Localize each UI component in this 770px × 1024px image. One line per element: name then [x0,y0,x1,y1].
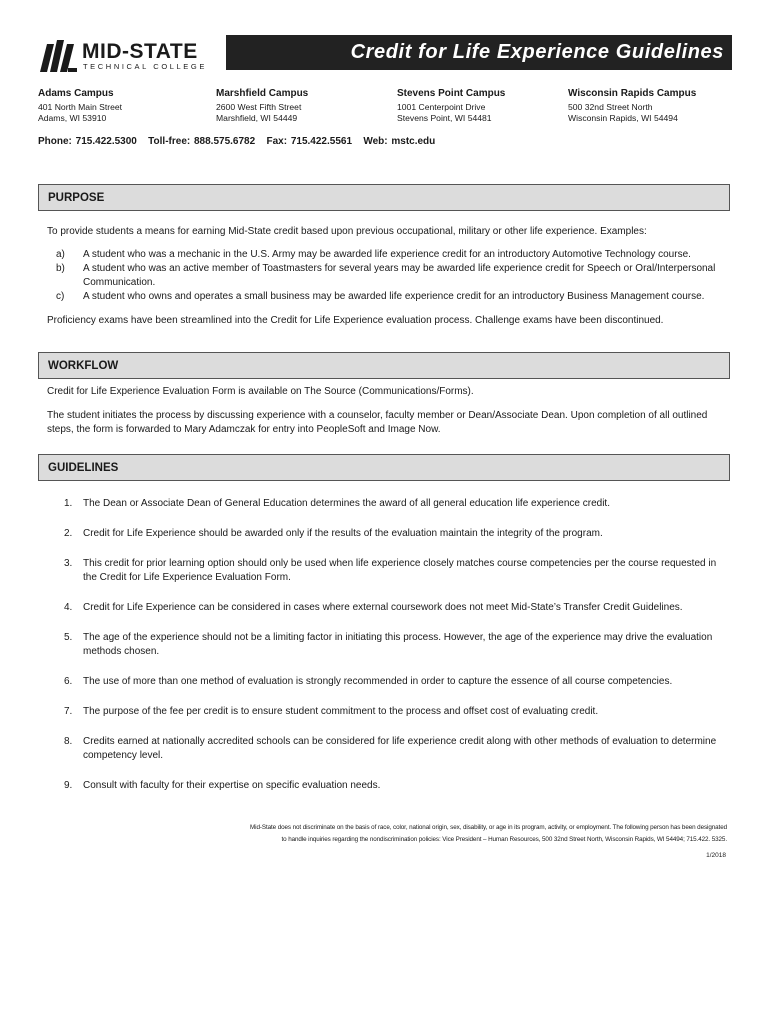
list-number: 1. [64,498,73,509]
list-item [47,557,724,585]
campus-name: Adams Campus [38,88,114,99]
list-number: 8. [64,736,73,747]
list-item-text: A student who owns and operates a small business may be awarded life experience credit for an introductory Business Management course. [83,291,705,302]
nondiscrimination-notice [200,822,727,846]
workflow-paragraph-2: The student initiates the process by discussing experience with a counselor, faculty member or Dean/Associate Dean. Upon completion of all outlined steps, the form is forwarded to Mary Adamczak for entry into PeopleSoft and Image Now. [47,410,708,435]
purpose-body [38,211,730,328]
list-item-text: The Dean or Associate Dean of General Education determines the award of all general education life experience credit. [83,498,610,509]
list-item [47,735,724,763]
logo-mark-icon [38,38,80,74]
list-item-text: Credit for Life Experience can be considered in cases where external coursework does not meet Mid-State’s Transfer Credit Guidelines. [83,602,683,613]
list-item-text: Credits earned at nationally accredited schools can be considered for life experience credit along with other methods of evaluation to determine competency level. [83,736,717,761]
list-item-text: This credit for prior learning option should only be used when life experience closely matches course competencies per the course requested in the Credit for Life Experience Evaluation Form. [83,558,717,583]
purpose-heading: PURPOSE [38,184,730,211]
campus-address-line1: 401 North Main Street [38,102,123,112]
list-number: 4. [64,602,73,613]
guidelines-section [38,454,730,793]
workflow-heading: WORKFLOW [38,352,730,379]
purpose-closing: Proficiency exams have been streamlined into the Credit for Life Experience evaluation process. Challenge exams have been discontinued. [47,315,664,326]
purpose-section [38,184,730,328]
list-item [47,290,724,304]
list-number: 6. [64,676,73,687]
workflow-section [38,352,730,437]
list-number: 2. [64,528,73,539]
list-item-text: The purpose of the fee per credit is to ensure student commitment to the process and offset cost of evaluating credit. [83,706,599,717]
contact-info: Phone: 715.422.5300 Toll-free: 888.575.6782 Fax: 715.422.5561 Web: mstc.edu [38,136,436,147]
list-item [47,527,724,541]
campus-adams [38,88,122,124]
list-item [47,262,724,290]
list-item-text: The use of more than one method of evaluation is strongly recommended in order to capture the essence of all course competencies. [83,676,673,687]
purpose-intro: To provide students a means for earning Mid-State credit based upon previous occupational, military or other life experience. Examples: [47,226,647,237]
campus-marshfield [216,88,308,124]
page-title: Credit for Life Experience Guidelines [226,35,732,70]
list-number: 7. [64,706,73,717]
list-item [47,248,724,262]
purpose-examples [47,248,724,304]
list-item-text: A student who was a mechanic in the U.S. Army may be awarded life experience credit for an introductory Automotive Technology course. [83,249,691,260]
list-item-text: Credit for Life Experience should be awarded only if the results of the evaluation maintain the integrity of the program. [83,528,603,539]
campus-stevens-point [397,88,505,124]
list-number: 5. [64,632,73,643]
campus-name: Stevens Point Campus [397,88,506,99]
list-item-text: Consult with faculty for their expertise on specific evaluation needs. [83,780,381,791]
list-marker: a) [56,249,65,260]
list-item-text: The age of the experience should not be a limiting factor in initiating this process. However, the age of the experience may drive the evaluation methods chosen. [83,632,713,657]
campus-address-line2: Wisconsin Rapids, WI 54494 [568,113,678,123]
list-item [47,497,724,511]
logo-subtitle: TECHNICAL COLLEGE [83,62,207,71]
list-item [47,705,724,719]
campus-name: Marshfield Campus [216,88,309,99]
campus-address-line2: Stevens Point, WI 54481 [397,113,492,123]
college-logo [38,38,208,74]
list-marker: c) [56,291,65,302]
workflow-paragraph-1: Credit for Life Experience Evaluation Form is available on The Source (Communications/Forms). [47,386,474,397]
list-item-text: A student who was an active member of Toastmasters for several years may be awarded life experience credit for Speech or Oral/Interpersonal Communication. [83,263,716,288]
campus-address-line1: 2600 West Fifth Street [216,102,302,112]
guidelines-heading: GUIDELINES [38,454,730,481]
campus-address-line1: 500 32nd Street North [568,102,653,112]
campus-wisconsin-rapids [568,88,696,124]
list-item [47,779,724,793]
campus-address-line2: Adams, WI 53910 [38,113,107,123]
list-number: 3. [64,558,73,569]
list-marker: b) [56,263,65,274]
campus-address-line1: 1001 Centerpoint Drive [397,102,486,112]
logo-name: MID-STATE [82,40,198,63]
list-item [47,675,724,689]
list-number: 9. [64,780,73,791]
list-item [47,631,724,659]
nondiscrimination-line-2: to handle inquiries regarding the nondiscrimination policies: Vice President – Human Resources, 500 32nd Street North, Wisconsin Rapids, WI 54494; 715.422. 5325. [281,836,727,843]
campus-name: Wisconsin Rapids Campus [568,88,697,99]
revision-date: 1/2018 [706,852,726,859]
workflow-body [38,379,730,437]
nondiscrimination-line-1: Mid-State does not discriminate on the basis of race, color, national origin, sex, disability, or age in its program, activity, or employment. The following person has been designated [250,824,727,831]
list-item [47,601,724,615]
campus-address-line2: Marshfield, WI 54449 [216,113,298,123]
guidelines-body [38,481,730,793]
